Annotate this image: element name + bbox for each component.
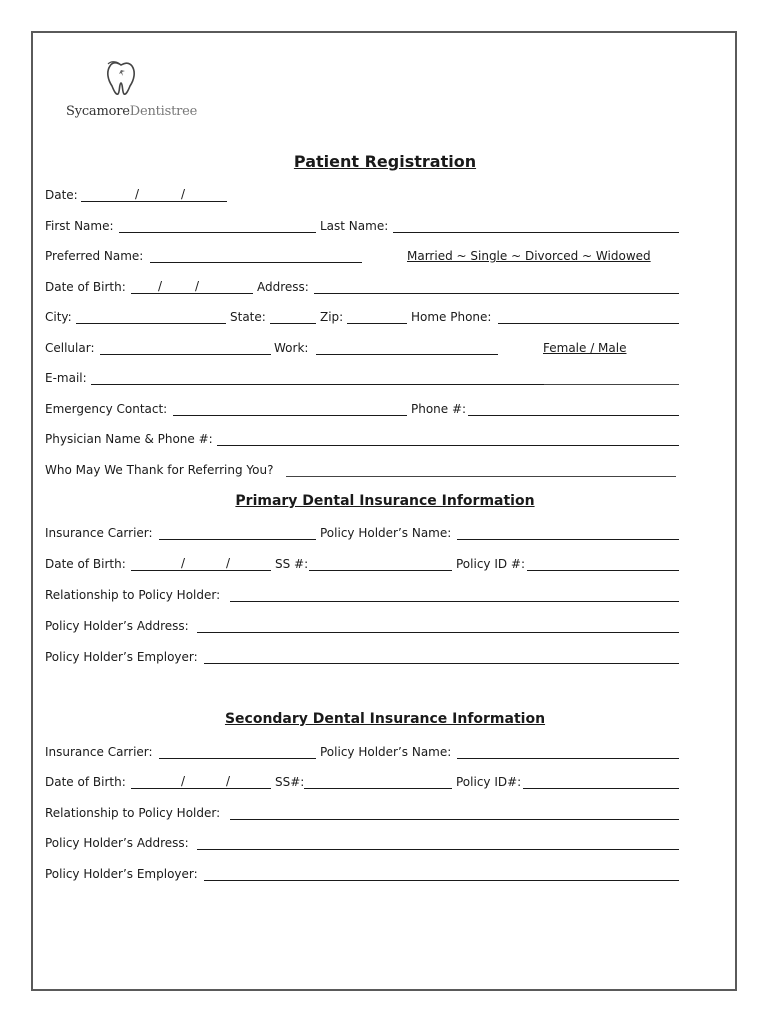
primary-holder-name-field[interactable] (457, 539, 679, 540)
city-label: City: (45, 310, 72, 324)
work-field[interactable] (316, 354, 498, 355)
home-phone-field[interactable] (498, 323, 679, 324)
logo-text (66, 104, 197, 119)
secondary-relationship-label: Relationship to Policy Holder: (45, 806, 221, 820)
home-phone-label: Home Phone: (411, 310, 492, 324)
dob-field[interactable] (131, 293, 253, 294)
physician-field[interactable] (217, 445, 679, 446)
phone-label: Phone #: (411, 402, 467, 416)
preferred-name-field[interactable] (150, 262, 362, 263)
first-name-label: First Name: (45, 219, 114, 233)
state-label: State: (230, 310, 266, 324)
emergency-contact-label: Emergency Contact: (45, 402, 168, 416)
date-slash-1: / (135, 187, 140, 201)
address-field[interactable] (314, 293, 679, 294)
secondary-policy-id-field[interactable] (523, 788, 679, 789)
primary-insurance-heading: Primary Dental Insurance Information (235, 493, 535, 509)
phone-field[interactable] (468, 415, 679, 416)
cellular-label: Cellular: (45, 341, 95, 355)
secondary-dob-slash-2: / (226, 774, 231, 788)
secondary-holder-name-field[interactable] (457, 758, 679, 759)
secondary-relationship-field[interactable] (230, 819, 679, 820)
logo (66, 58, 196, 122)
last-name-field[interactable] (393, 232, 679, 233)
marital-status-options[interactable]: Married ~ Single ~ Divorced ~ Widowed (407, 249, 651, 263)
primary-carrier-label: Insurance Carrier: (45, 526, 153, 540)
date-field[interactable] (81, 201, 227, 202)
emergency-contact-field[interactable] (173, 415, 407, 416)
primary-holder-employer-label: Policy Holder’s Employer: (45, 650, 198, 664)
preferred-name-label: Preferred Name: (45, 249, 144, 263)
cellular-field[interactable] (100, 354, 271, 355)
address-label: Address: (257, 280, 309, 294)
secondary-dob-label: Date of Birth: (45, 775, 126, 789)
dob-slash-1: / (158, 279, 163, 293)
secondary-ss-label: SS#: (275, 775, 305, 789)
date-slash-2: / (181, 187, 186, 201)
primary-holder-employer-field[interactable] (204, 663, 679, 664)
primary-relationship-field[interactable] (230, 601, 679, 602)
secondary-carrier-label: Insurance Carrier: (45, 745, 153, 759)
referral-field[interactable] (286, 476, 676, 477)
primary-holder-address-field[interactable] (197, 632, 679, 633)
dob-slash-2: / (195, 279, 200, 293)
primary-dob-slash-1: / (181, 556, 186, 570)
secondary-holder-employer-label: Policy Holder’s Employer: (45, 867, 198, 881)
tooth-icon (104, 58, 138, 98)
primary-dob-label: Date of Birth: (45, 557, 126, 571)
physician-label: Physician Name & Phone #: (45, 432, 213, 446)
primary-holder-address-label: Policy Holder’s Address: (45, 619, 189, 633)
logo-brand-bold: Sycamore (66, 104, 130, 119)
primary-relationship-label: Relationship to Policy Holder: (45, 588, 221, 602)
secondary-ss-field[interactable] (304, 788, 452, 789)
secondary-holder-address-field[interactable] (197, 849, 679, 850)
secondary-policy-id-label: Policy ID#: (456, 775, 522, 789)
gender-options[interactable]: Female / Male (543, 341, 627, 355)
primary-dob-slash-2: / (226, 556, 231, 570)
secondary-holder-employer-field[interactable] (204, 880, 679, 881)
secondary-holder-address-label: Policy Holder’s Address: (45, 836, 189, 850)
primary-ss-label: SS #: (275, 557, 309, 571)
email-field[interactable] (91, 384, 544, 385)
email-field-extension (544, 384, 679, 385)
city-field[interactable] (76, 323, 226, 324)
primary-dob-field[interactable] (131, 570, 271, 571)
secondary-dob-field[interactable] (131, 788, 271, 789)
primary-ss-field[interactable] (309, 570, 452, 571)
primary-holder-name-label: Policy Holder’s Name: (320, 526, 452, 540)
email-label: E-mail: (45, 371, 87, 385)
zip-field[interactable] (347, 323, 407, 324)
secondary-insurance-heading: Secondary Dental Insurance Information (224, 711, 546, 727)
work-label: Work: (274, 341, 309, 355)
primary-carrier-field[interactable] (159, 539, 316, 540)
primary-policy-id-field[interactable] (527, 570, 679, 571)
primary-policy-id-label: Policy ID #: (456, 557, 526, 571)
first-name-field[interactable] (119, 232, 316, 233)
zip-label: Zip: (320, 310, 344, 324)
date-label: Date: (45, 188, 78, 202)
state-field[interactable] (270, 323, 316, 324)
logo-brand-light: Dentistree (129, 104, 198, 119)
page-title: Patient Registration (293, 152, 477, 171)
dob-label: Date of Birth: (45, 280, 126, 294)
referral-label: Who May We Thank for Referring You? (45, 463, 274, 477)
secondary-holder-name-label: Policy Holder’s Name: (320, 745, 452, 759)
secondary-dob-slash-1: / (181, 774, 186, 788)
secondary-carrier-field[interactable] (159, 758, 316, 759)
last-name-label: Last Name: (320, 219, 389, 233)
